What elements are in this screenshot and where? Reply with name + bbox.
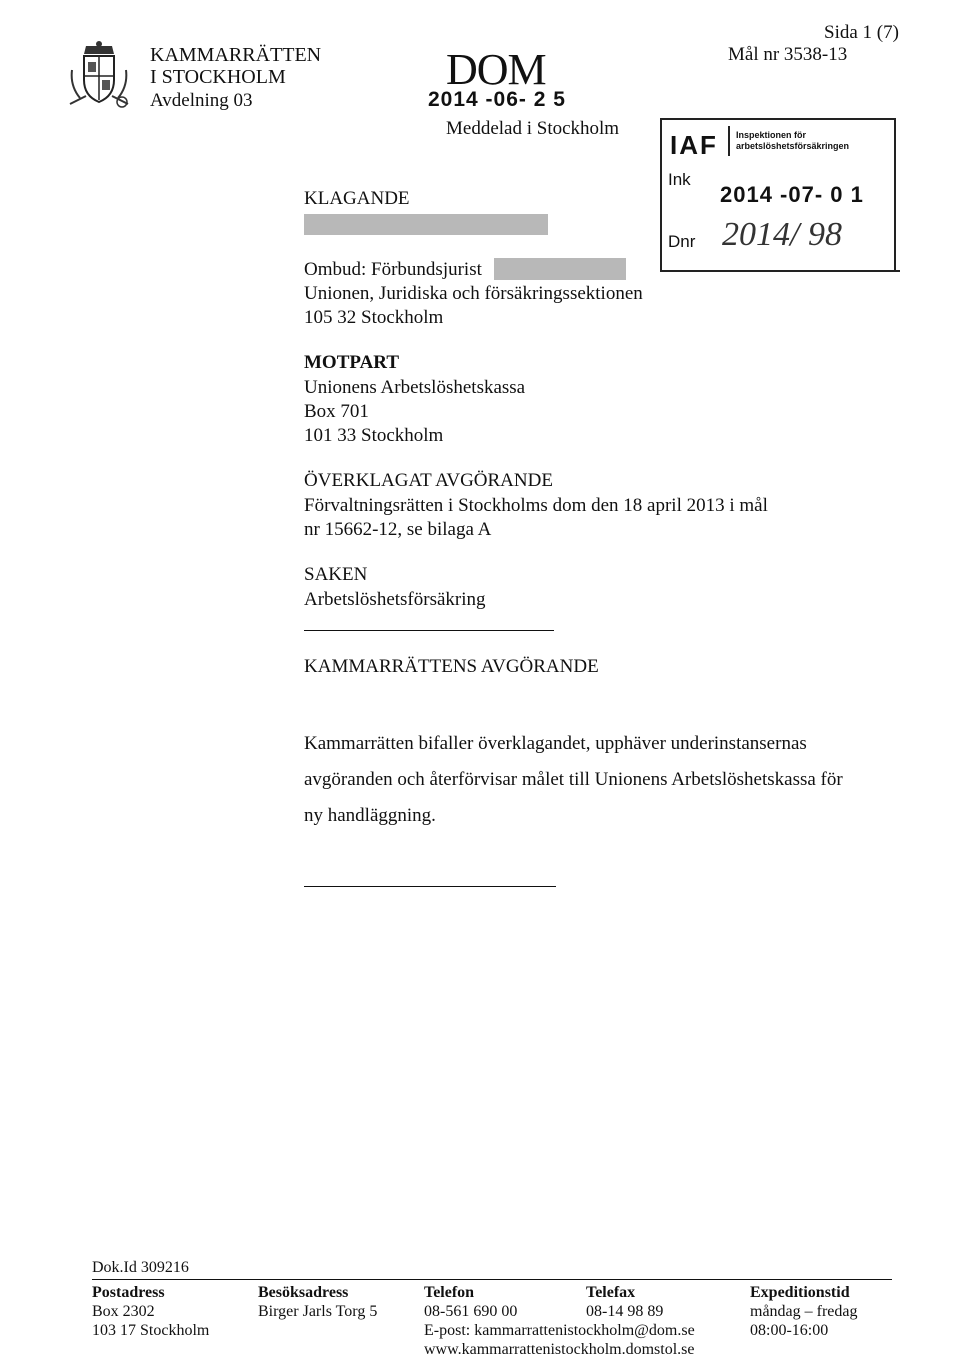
overklagat-text: [304, 494, 768, 542]
klagande-address: [304, 282, 643, 330]
motpart-address: [304, 376, 525, 448]
footer-heading: Telefax: [586, 1284, 636, 1301]
court-name: [150, 44, 321, 88]
klagande-heading: KLAGANDE: [304, 188, 410, 209]
stamp-ink-label: Ink: [668, 170, 691, 189]
ombud-line: Ombud: Förbundsjurist: [304, 259, 482, 280]
text-line: Förvaltningsrätten i Stockholms dom den 18 april 2013 i mål: [304, 495, 768, 516]
address-line: 105 32 Stockholm: [304, 307, 444, 328]
address-line: Unionen, Juridiska och försäkringssektionen: [304, 283, 643, 304]
issued-place: Meddelad i Stockholm: [446, 118, 620, 139]
stamp-org: IAF: [670, 130, 718, 160]
address-line: Box 701: [304, 401, 369, 422]
separator-line: [304, 886, 556, 887]
footer-heading: Expeditionstid: [750, 1284, 850, 1301]
doc-id: Dok.Id 309216: [92, 1259, 189, 1276]
footer-postadress: [92, 1283, 209, 1340]
decision-heading: KAMMARRÄTTENS AVGÖRANDE: [304, 656, 599, 677]
stamp-divider: [660, 270, 900, 272]
date-stamp: 2014 -06- 2 5: [428, 88, 566, 111]
footer-heading: Telefon: [424, 1284, 475, 1301]
separator-line: [304, 630, 554, 631]
stamp-org-line: Inspektionen för: [736, 130, 807, 140]
address-line: 101 33 Stockholm: [304, 425, 444, 446]
address-line: Unionens Arbetslöshetskassa: [304, 377, 526, 398]
footer-line: Birger Jarls Torg 5: [258, 1303, 378, 1320]
case-number: Mål nr 3538-13: [728, 44, 848, 65]
stamp-org-text: [736, 130, 849, 152]
page-number: Sida 1 (7): [824, 22, 899, 43]
stamp-ink-date: 2014 -07- 0 1: [720, 182, 864, 207]
footer-website: www.kammarrattenistockholm.domstol.se: [424, 1341, 695, 1358]
decision-text: [304, 726, 843, 834]
footer-heading: Postadress: [92, 1284, 165, 1301]
footer-line: 08:00-16:00: [750, 1322, 829, 1339]
footer-besoksadress: [258, 1283, 377, 1321]
coat-of-arms-logo: [66, 40, 132, 112]
footer-expeditionstid: [750, 1283, 858, 1340]
saken-text: Arbetslöshetsförsäkring: [304, 589, 486, 610]
court-name-line: KAMMARRÄTTEN: [150, 44, 322, 66]
received-stamp: [660, 118, 896, 272]
motpart-heading: MOTPART: [304, 352, 400, 373]
footer-telefax: [586, 1283, 663, 1321]
footer-line: måndag – fredag: [750, 1303, 858, 1320]
footer-divider: [92, 1279, 892, 1280]
text-line: Kammarrätten bifaller överklagandet, upphäver underinstansernas: [304, 733, 807, 754]
footer-line: 08-14 98 89: [586, 1303, 664, 1320]
text-line: avgöranden och återförvisar målet till Unionens Arbetslöshetskassa för: [304, 769, 843, 790]
stamp-dnr-label: Dnr: [668, 232, 696, 251]
overklagat-heading: ÖVERKLAGAT AVGÖRANDE: [304, 470, 553, 491]
text-line: ny handläggning.: [304, 805, 436, 826]
text-line: nr 15662-12, se bilaga A: [304, 519, 492, 540]
footer-line: Box 2302: [92, 1303, 155, 1320]
footer-line: 103 17 Stockholm: [92, 1322, 210, 1339]
redacted-ombud: [494, 258, 626, 280]
doc-type: DOM: [446, 45, 546, 94]
stamp-dnr-handwritten: 2014/ 98: [722, 216, 842, 253]
court-name-line: I STOCKHOLM: [150, 66, 286, 88]
division: Avdelning 03: [150, 90, 253, 111]
footer-email: E-post: kammarrattenistockholm@dom.se: [424, 1322, 695, 1339]
footer-heading: Besöksadress: [258, 1284, 349, 1301]
footer-line: 08-561 690 00: [424, 1303, 518, 1320]
redacted-name: [304, 214, 548, 235]
saken-heading: SAKEN: [304, 564, 368, 585]
stamp-org-line: arbetslöshetsförsäkringen: [736, 141, 850, 151]
stamp-separator: [728, 126, 730, 156]
